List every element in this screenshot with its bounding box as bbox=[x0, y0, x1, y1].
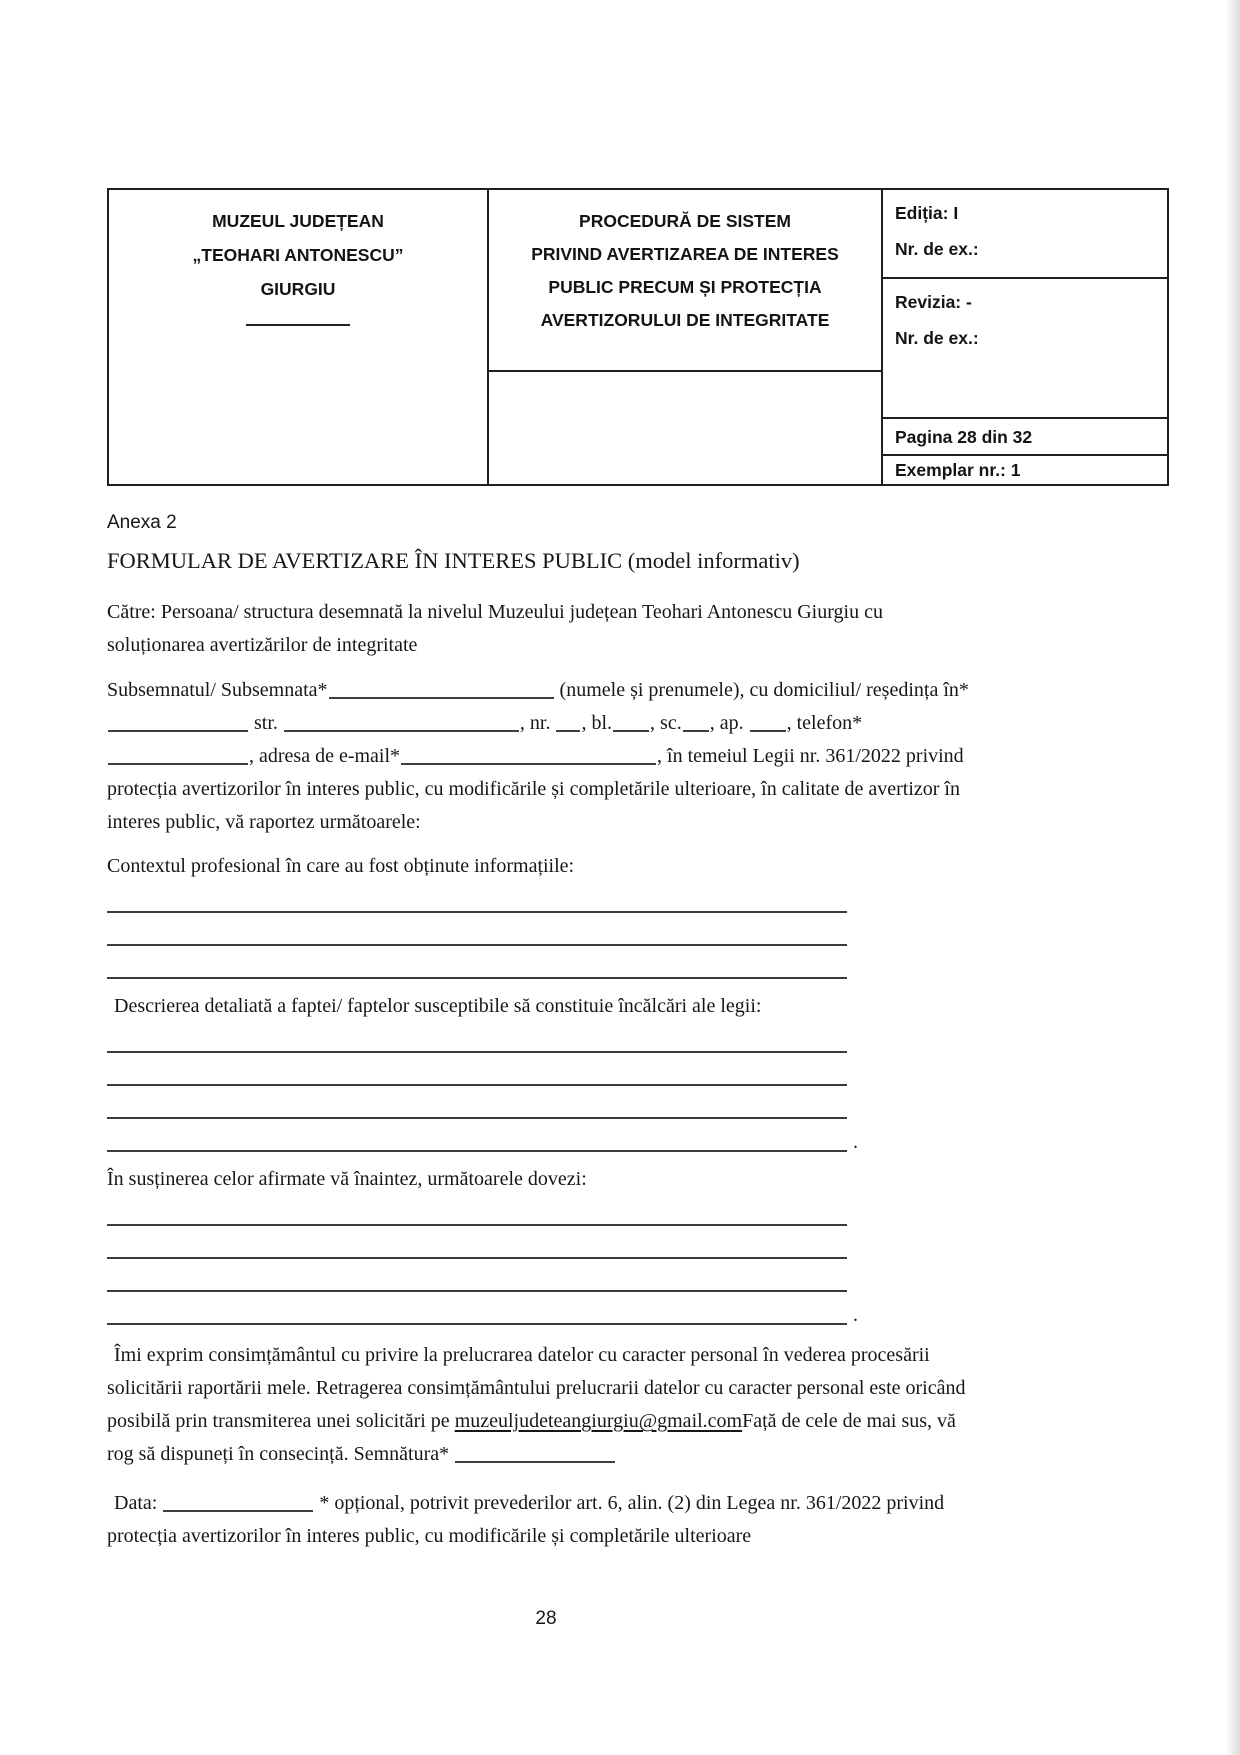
date-label: Data: bbox=[114, 1492, 158, 1514]
annex-label: Anexa 2 bbox=[107, 512, 177, 533]
procedure-title-line3: PUBLIC PRECUM ȘI PROTECȚIA bbox=[548, 277, 822, 297]
meta-nr-ex-2: Nr. de ex.: bbox=[895, 327, 979, 348]
procedure-empty-cell bbox=[489, 372, 881, 484]
addressee-paragraph: Către: Persoana/ structura desemnată la nivelul Muzeului județean Teohari Antonescu Giurgiu cu soluționarea avertizărilor de integritate bbox=[107, 601, 883, 656]
meta-exemplar: Exemplar nr.: 1 bbox=[895, 460, 1021, 480]
procedure-title bbox=[489, 190, 881, 372]
meta-editia: Ediția: I bbox=[895, 203, 959, 223]
signature-blank bbox=[455, 1443, 615, 1463]
scan-edge-shadow bbox=[1226, 0, 1240, 1755]
description-ruled-line-1 bbox=[107, 1020, 847, 1053]
date-blank bbox=[163, 1492, 313, 1512]
applicant-text-7: , ap. bbox=[709, 712, 749, 734]
evidence-ruled-line-2 bbox=[107, 1226, 847, 1259]
page-number: 28 bbox=[535, 1608, 557, 1629]
org-name-line1: MUZEUL JUDEȚEAN bbox=[212, 211, 384, 231]
context-section-label: Contextul profesional în care au fost obținute informațiile: bbox=[107, 855, 575, 877]
procedure-title-line1: PROCEDURĂ DE SISTEM bbox=[579, 211, 791, 231]
applicant-text-6: , sc. bbox=[650, 712, 682, 734]
org-signature-line bbox=[246, 324, 350, 326]
org-cell bbox=[109, 190, 489, 484]
applicant-text-10: , în temeiul Legii nr. 361/2022 privind protecția avertizorilor în interes public, cu modificările și completările ulterioare, în calitate de avertizor în interes public, vă raportez următoarele: bbox=[107, 745, 964, 833]
evidence-line-terminator: . bbox=[853, 1304, 858, 1326]
description-ruled-line-2 bbox=[107, 1053, 847, 1086]
header-table bbox=[107, 188, 1169, 486]
meta-revizia: Revizia: - bbox=[895, 291, 972, 312]
meta-pagina: Pagina 28 din 32 bbox=[895, 427, 1033, 448]
procedure-cell bbox=[489, 190, 883, 484]
applicant-text-9: , adresa de e-mail* bbox=[249, 745, 401, 767]
description-section-label: Descrierea detaliată a faptei/ faptelor susceptibile să constituie încălcări ale legii: bbox=[114, 995, 762, 1017]
applicant-text-1: Subsemnatul/ Subsemnata* bbox=[107, 679, 328, 701]
footnote-text: * opțional, potrivit prevederilor art. 6, alin. (2) din Legea nr. 361/2022 privind protecția avertizorilor în interes public, cu modificările și completările ulterioare bbox=[107, 1492, 945, 1547]
consent-text-2: Față de cele de mai sus, vă rog să dispuneți în consecință. Semnătura* bbox=[107, 1410, 956, 1465]
contact-email: muzeuljudeteangiurgiu@gmail.com bbox=[454, 1410, 743, 1432]
street-number-blank bbox=[556, 712, 580, 732]
context-ruled-line-3 bbox=[107, 946, 847, 979]
meta-nr-ex-1: Nr. de ex.: bbox=[895, 239, 979, 259]
consent-text-1: Îmi exprim consimțământul cu privire la prelucrarea datelor cu caracter personal în vederea procesării solicitării raportării mele. Retragerea consimțământului prelucrarii datelor cu caracter personal este oricând posibilă prin transmiterea unei solicitări pe bbox=[107, 1344, 966, 1432]
context-ruled-line-2 bbox=[107, 913, 847, 946]
meta-page-cell bbox=[883, 417, 1167, 454]
evidence-ruled-line-1 bbox=[107, 1193, 847, 1226]
apartment-blank bbox=[750, 712, 786, 732]
procedure-title-line2: PRIVIND AVERTIZAREA DE INTERES bbox=[531, 244, 839, 264]
applicant-text-2: (numele și prenumele), cu domiciliul/ reședința în* bbox=[554, 679, 969, 701]
procedure-title-line4: AVERTIZORULUI DE INTEGRITATE bbox=[540, 310, 830, 330]
email-blank bbox=[401, 745, 656, 765]
applicant-text-8: , telefon* bbox=[786, 712, 863, 734]
description-ruled-line-4 bbox=[107, 1119, 847, 1152]
building-blank bbox=[613, 712, 649, 732]
applicant-text-5: , bl. bbox=[581, 712, 613, 734]
description-line-terminator: . bbox=[853, 1131, 858, 1153]
date-and-footnote-paragraph bbox=[107, 1487, 985, 1553]
org-name-line2: „TEOHARI ANTONESCU” bbox=[192, 245, 404, 265]
meta-edition-cell bbox=[883, 190, 1167, 277]
consent-paragraph bbox=[107, 1339, 985, 1471]
evidence-ruled-line-4 bbox=[107, 1292, 847, 1325]
meta-exemplar-cell bbox=[883, 454, 1167, 484]
org-name-line3: GIURGIU bbox=[260, 279, 336, 299]
applicant-text-4: , nr. bbox=[519, 712, 556, 734]
street-blank bbox=[284, 712, 519, 732]
staircase-blank bbox=[683, 712, 709, 732]
applicant-paragraph bbox=[107, 674, 985, 839]
evidence-ruled-line-4-row bbox=[107, 1292, 867, 1325]
evidence-ruled-line-3 bbox=[107, 1259, 847, 1292]
context-ruled-line-1 bbox=[107, 880, 847, 913]
applicant-text-3: str. bbox=[249, 712, 283, 734]
form-body bbox=[107, 510, 985, 1633]
meta-revision-cell bbox=[883, 277, 1167, 417]
evidence-section-label: În susținerea celor afirmate vă înaintez, următoarele dovezi: bbox=[107, 1168, 587, 1190]
meta-column bbox=[883, 190, 1167, 484]
telephone-blank bbox=[108, 745, 248, 765]
form-title: FORMULAR DE AVERTIZARE ÎN INTERES PUBLIC (model informativ) bbox=[107, 548, 800, 573]
description-ruled-line-3 bbox=[107, 1086, 847, 1119]
applicant-name-blank bbox=[329, 679, 554, 699]
residence-blank bbox=[108, 712, 248, 732]
description-ruled-line-4-row bbox=[107, 1119, 867, 1152]
